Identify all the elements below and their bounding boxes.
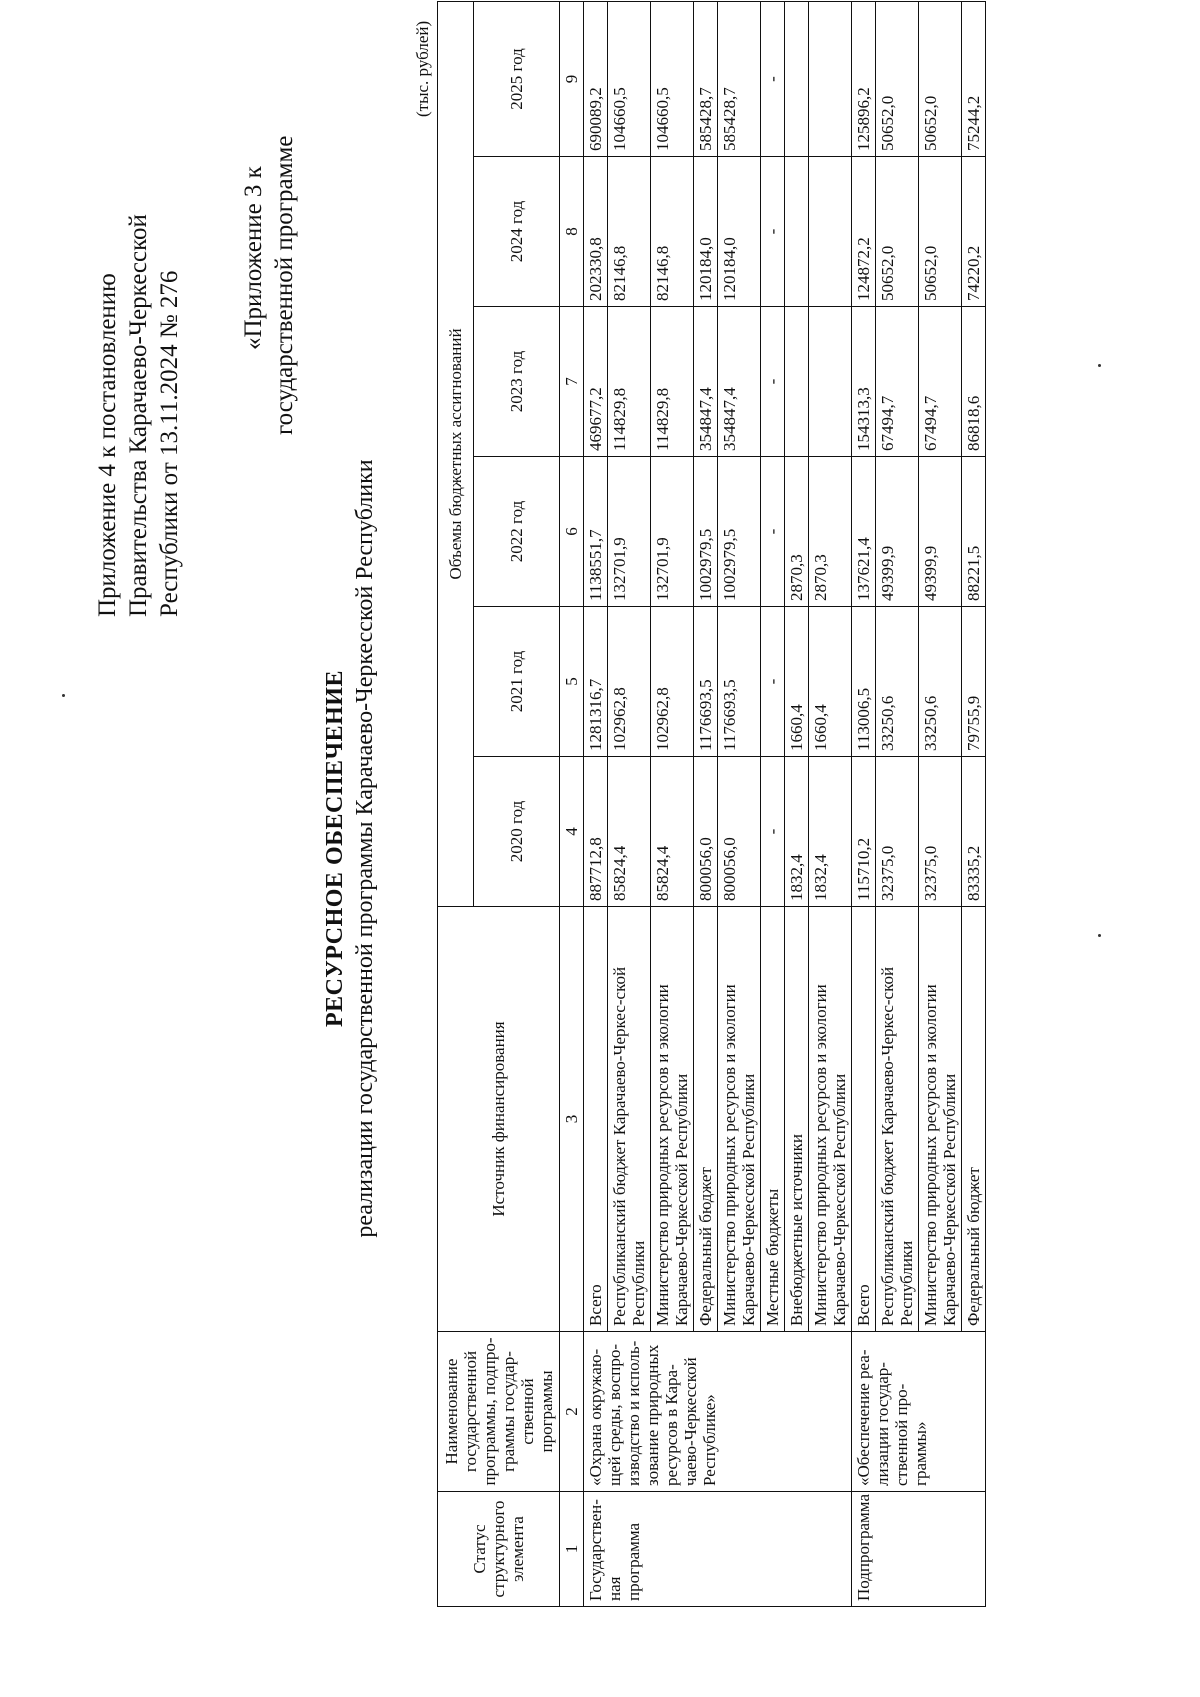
value-cell: 115710,2 xyxy=(852,757,876,907)
value-cell: - xyxy=(761,307,785,457)
column-index: 3 xyxy=(560,907,584,1332)
value-cell: 82146,8 xyxy=(608,157,651,307)
table-row xyxy=(852,2,876,1607)
value-cell: - xyxy=(761,607,785,757)
program-name-cell: «Охрана окружаю-щей среды, воспро-изводство и исполь-зование природных ресурсов в Кара-чаево-Черкесской Республике» xyxy=(584,1332,852,1492)
value-cell: 74220,2 xyxy=(962,157,986,307)
value-cell: 800056,0 xyxy=(694,757,718,907)
value-cell: 85824,4 xyxy=(608,757,651,907)
column-index: 8 xyxy=(560,157,584,307)
value-cell: 1660,4 xyxy=(809,607,852,757)
header-budget-volumes: Объемы бюджетных ассигнований xyxy=(438,2,474,907)
value-cell: 49399,9 xyxy=(876,457,919,607)
source-cell: Министерство природных ресурсов и экологии Карачаево-Черкесской Республики xyxy=(651,907,694,1332)
year-header: 2021 год xyxy=(474,607,560,757)
value-cell: 113006,5 xyxy=(852,607,876,757)
value-cell: 469677,2 xyxy=(584,307,608,457)
value-cell xyxy=(785,307,809,457)
value-cell: 102962,8 xyxy=(608,607,651,757)
value-cell: 1281316,7 xyxy=(584,607,608,757)
value-cell xyxy=(809,157,852,307)
program-name-cell: «Обеспечение реа-лизации государ-ственной про-граммы» xyxy=(852,1332,986,1492)
value-cell: 104660,5 xyxy=(608,2,651,157)
column-index: 1 xyxy=(560,1492,584,1607)
column-index: 4 xyxy=(560,757,584,907)
value-cell: - xyxy=(761,2,785,157)
value-cell: 887712,8 xyxy=(584,757,608,907)
column-index: 2 xyxy=(560,1332,584,1492)
value-cell: 33250,6 xyxy=(876,607,919,757)
year-header: 2024 год xyxy=(474,157,560,307)
value-cell: 202330,8 xyxy=(584,157,608,307)
year-header: 2020 год xyxy=(474,757,560,907)
status-cell: Подпрограмма xyxy=(852,1492,986,1607)
column-index: 7 xyxy=(560,307,584,457)
value-cell: - xyxy=(761,157,785,307)
source-cell: Министерство природных ресурсов и экологии Карачаево-Черкесской Республики xyxy=(919,907,962,1332)
value-cell: 67494,7 xyxy=(919,307,962,457)
header-program-name: Наименование государственной программы, подпро-граммы государ-ственной программы xyxy=(438,1332,560,1492)
value-cell: 32375,0 xyxy=(919,757,962,907)
value-cell: - xyxy=(761,757,785,907)
value-cell xyxy=(809,2,852,157)
value-cell: 125896,2 xyxy=(852,2,876,157)
source-cell: Республиканский бюджет Карачаево-Черкес-ской Республики xyxy=(876,907,919,1332)
units-label: (тыс. рублей) xyxy=(413,20,432,117)
value-cell: 1138551,7 xyxy=(584,457,608,607)
source-cell: Федеральный бюджет xyxy=(694,907,718,1332)
value-cell: 1176693,5 xyxy=(694,607,718,757)
value-cell: 1002979,5 xyxy=(718,457,761,607)
value-cell: 690089,2 xyxy=(584,2,608,157)
value-cell: 79755,9 xyxy=(962,607,986,757)
header-line: Республики от 13.11.2024 № 276 xyxy=(156,270,183,617)
source-cell: Министерство природных ресурсов и экологии Карачаево-Черкесской Республики xyxy=(809,907,852,1332)
value-cell: 1176693,5 xyxy=(718,607,761,757)
column-index: 5 xyxy=(560,607,584,757)
source-cell: Республиканский бюджет Карачаево-Черкес-ской Республики xyxy=(608,907,651,1332)
source-cell: Всего xyxy=(852,907,876,1332)
table-row xyxy=(584,2,608,1607)
value-cell: 120184,0 xyxy=(694,157,718,307)
value-cell: 132701,9 xyxy=(651,457,694,607)
value-cell: 154313,3 xyxy=(852,307,876,457)
resource-table xyxy=(437,1,986,1607)
scan-speck xyxy=(1098,934,1101,937)
appendix-note xyxy=(238,15,300,435)
value-cell: 2870,3 xyxy=(785,457,809,607)
column-index: 9 xyxy=(560,2,584,157)
value-cell: 354847,4 xyxy=(718,307,761,457)
source-cell: Министерство природных ресурсов и экологии Карачаево-Черкесской Республики xyxy=(718,907,761,1332)
value-cell: 88221,5 xyxy=(962,457,986,607)
value-cell: 50652,0 xyxy=(919,2,962,157)
source-cell: Местные бюджеты xyxy=(761,907,785,1332)
value-cell: 114829,8 xyxy=(651,307,694,457)
scan-speck xyxy=(1098,364,1101,367)
year-header: 2022 год xyxy=(474,457,560,607)
header-funding-source: Источник финансирования xyxy=(438,907,560,1332)
value-cell: 2870,3 xyxy=(809,457,852,607)
year-header: 2023 год xyxy=(474,307,560,457)
value-cell: 85824,4 xyxy=(651,757,694,907)
value-cell: 83335,2 xyxy=(962,757,986,907)
value-cell xyxy=(809,307,852,457)
column-index-row xyxy=(560,2,584,1607)
header-status: Статус структурного элемента xyxy=(438,1492,560,1607)
document-title: РЕСУРСНОЕ ОБЕСПЕЧЕНИЕ xyxy=(322,670,348,1027)
value-cell: 132701,9 xyxy=(608,457,651,607)
value-cell: 82146,8 xyxy=(651,157,694,307)
value-cell: 1832,4 xyxy=(785,757,809,907)
header-line: Правительства Карачаево-Черкесской xyxy=(125,214,152,617)
value-cell: 86818,6 xyxy=(962,307,986,457)
source-cell: Федеральный бюджет xyxy=(962,907,986,1332)
resolution-header xyxy=(92,17,185,617)
appendix-line: «Приложение 3 к xyxy=(240,166,267,350)
document-subtitle: реализации государственной программы Карачаево-Черкесской Республики xyxy=(352,459,378,1238)
value-cell: - xyxy=(761,457,785,607)
value-cell xyxy=(785,2,809,157)
source-cell: Всего xyxy=(584,907,608,1332)
value-cell: 32375,0 xyxy=(876,757,919,907)
column-index: 6 xyxy=(560,457,584,607)
value-cell: 1660,4 xyxy=(785,607,809,757)
value-cell xyxy=(785,157,809,307)
value-cell: 120184,0 xyxy=(718,157,761,307)
value-cell: 585428,7 xyxy=(718,2,761,157)
value-cell: 354847,4 xyxy=(694,307,718,457)
status-cell: Государствен-ная программа xyxy=(584,1492,852,1607)
value-cell: 50652,0 xyxy=(876,157,919,307)
header-line: Приложение 4 к постановлению xyxy=(94,273,121,617)
value-cell: 49399,9 xyxy=(919,457,962,607)
value-cell: 114829,8 xyxy=(608,307,651,457)
value-cell: 50652,0 xyxy=(876,2,919,157)
value-cell: 1002979,5 xyxy=(694,457,718,607)
value-cell: 800056,0 xyxy=(718,757,761,907)
value-cell: 33250,6 xyxy=(919,607,962,757)
value-cell: 75244,2 xyxy=(962,2,986,157)
appendix-line: государственной программе xyxy=(271,135,298,435)
value-cell: 50652,0 xyxy=(919,157,962,307)
year-header: 2025 год xyxy=(474,2,560,157)
value-cell: 67494,7 xyxy=(876,307,919,457)
value-cell: 137621,4 xyxy=(852,457,876,607)
source-cell: Внебюджетные источники xyxy=(785,907,809,1332)
value-cell: 585428,7 xyxy=(694,2,718,157)
value-cell: 102962,8 xyxy=(651,607,694,757)
value-cell: 124872,2 xyxy=(852,157,876,307)
scan-speck xyxy=(62,694,65,697)
value-cell: 1832,4 xyxy=(809,757,852,907)
value-cell: 104660,5 xyxy=(651,2,694,157)
